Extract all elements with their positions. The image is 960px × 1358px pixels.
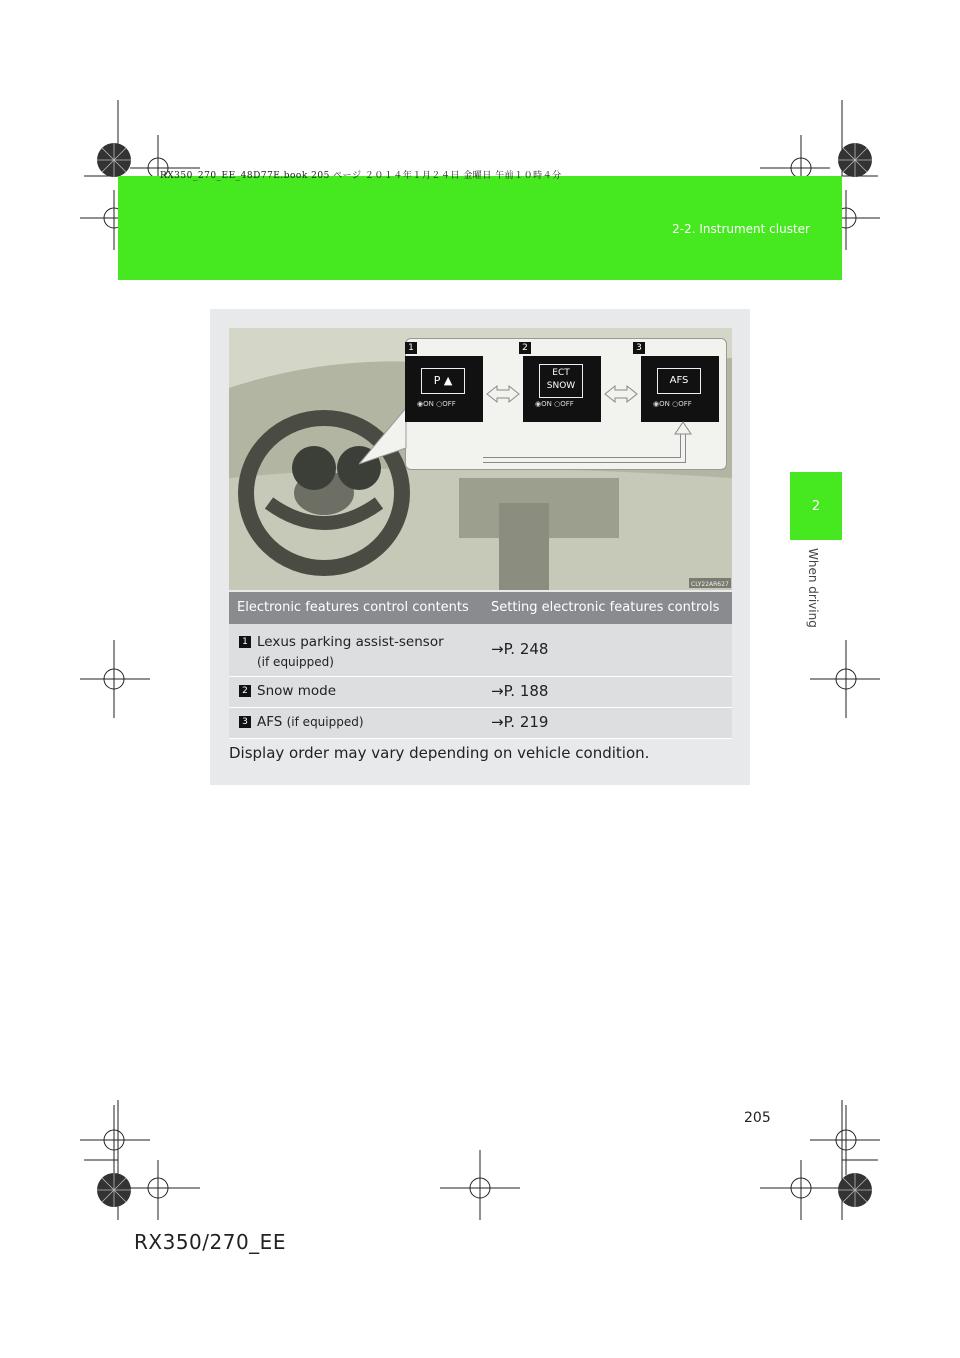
row-1-subtext: (if equipped) [257,655,334,669]
row-1-text: Lexus parking assist-sensor [257,634,444,650]
callout-3: 3 [633,342,645,354]
model-code: RX350/270_EE [134,1230,286,1254]
toggle-row-1: ◉ON ○OFF [417,400,456,408]
row-2-num: 2 [239,685,251,697]
toggle-row-2: ◉ON ○OFF [535,400,574,408]
toggle-off-2: OFF [560,400,574,408]
toggle-on-3: ON [659,400,670,408]
row-1-content [239,632,444,672]
toggle-row-3: ◉ON ○OFF [653,400,692,408]
row-2-content [239,683,336,699]
display-order-note: Display order may vary depending on vehicle condition. [229,744,650,762]
toggle-off-3: OFF [678,400,692,408]
row-3-content [239,714,364,730]
chapter-tab: 2 [790,472,842,540]
row-3-subtext: (if equipped) [286,715,364,729]
toggle-on-1: ON [423,400,434,408]
table-row [229,708,732,739]
table-row [229,624,732,677]
table-header [229,592,732,624]
screen-parking-assist [405,356,483,422]
row-1-ref: →P. 248 [491,640,549,658]
toggle-off-1: OFF [442,400,456,408]
row-2-text: Snow mode [257,683,337,699]
parking-assist-icon: P ▲ [421,368,465,394]
controls-table [229,592,732,739]
table-row [229,677,732,708]
section-title: 2-2. Instrument cluster [672,222,810,236]
row-1-num: 1 [239,636,251,648]
page-number: 205 [744,1110,771,1126]
header-setting: Setting electronic features controls [491,600,720,615]
row-3-num: 3 [239,716,251,728]
book-info-line: RX350_270_EE_48D77E.book 205 ページ ２０１４年１月２４日 金曜日 午前１０時４分 [160,171,562,181]
toggle-on-2: ON [541,400,552,408]
cycle-arrows [483,368,732,468]
ect-text: ECT [552,368,570,378]
dashboard-illustration [229,328,732,590]
parking-icon-text: P [433,374,441,387]
row-3-ref: →P. 219 [491,713,549,731]
afs-icon: AFS [657,368,701,394]
chapter-label [800,548,830,648]
figure-code: CLY22AR627 [691,581,729,588]
callout-1: 1 [405,342,417,354]
callout-2: 2 [519,342,531,354]
snow-text: SNOW [546,381,576,391]
header-contents: Electronic features control contents [237,600,469,615]
row-2-ref: →P. 188 [491,682,549,700]
chapter-label-text: When driving [806,548,820,628]
row-3-text: AFS [257,714,287,730]
